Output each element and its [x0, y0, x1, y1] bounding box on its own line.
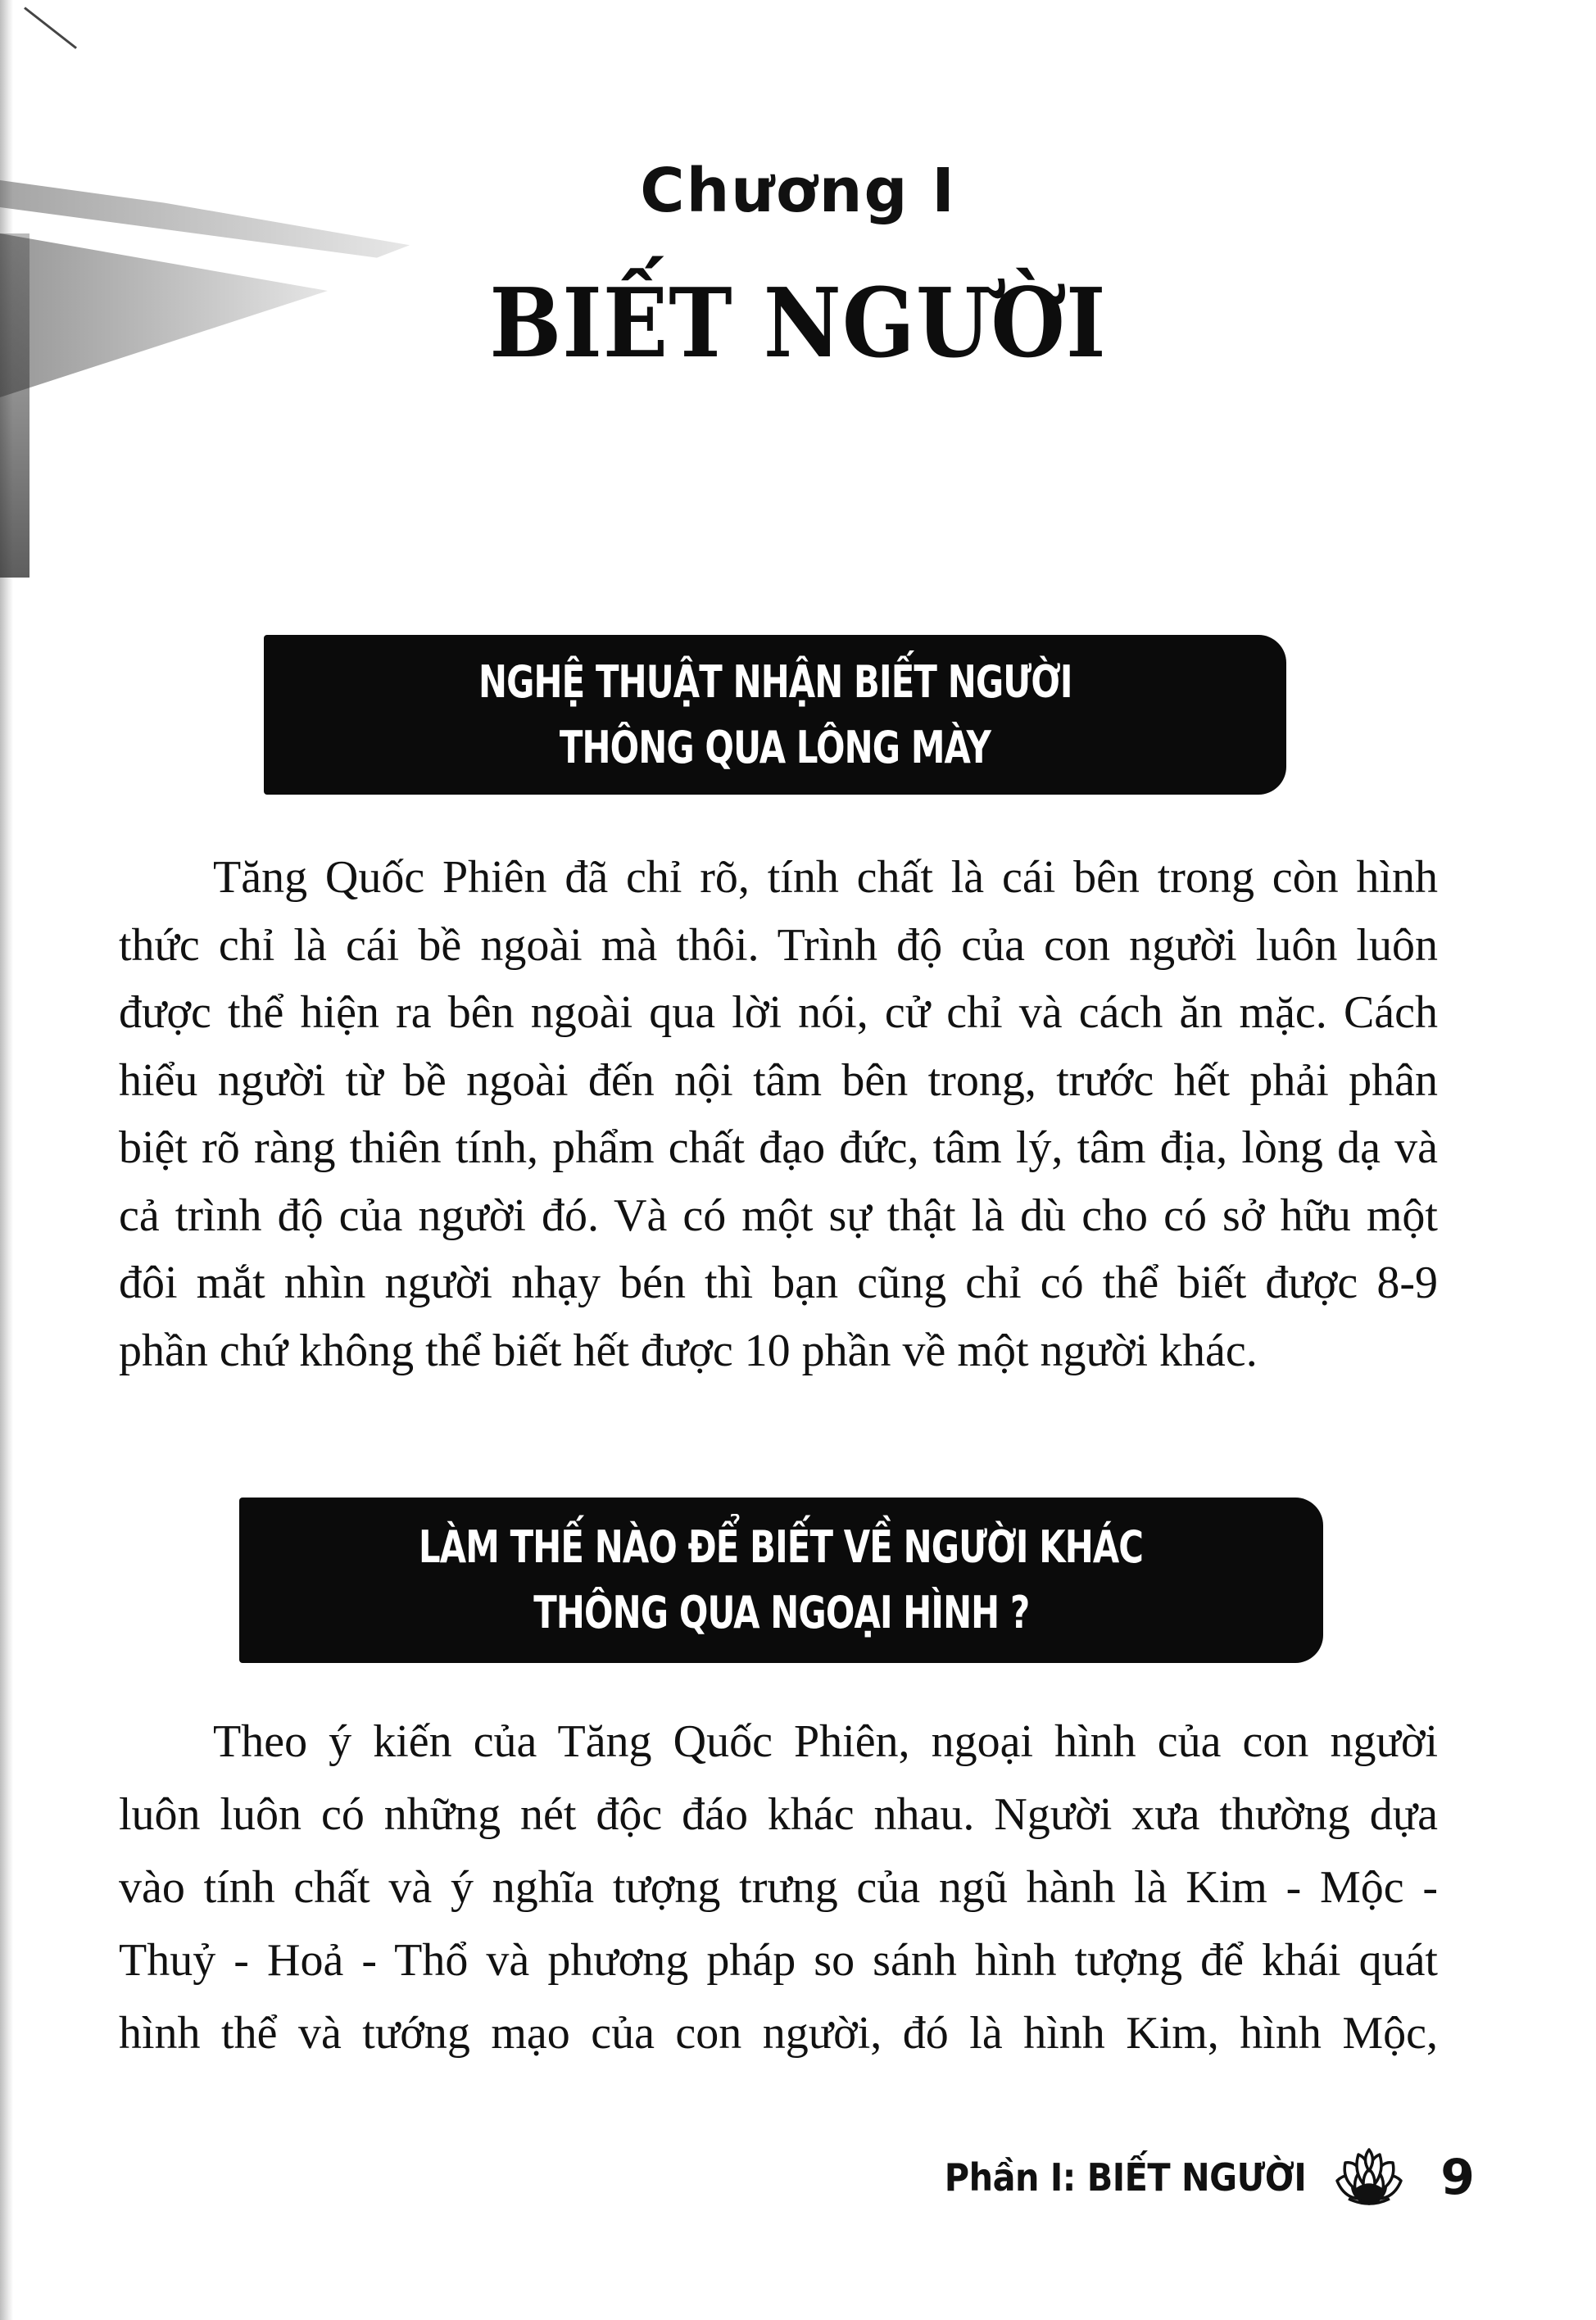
page-number: 9 [1440, 2149, 1475, 2206]
chapter-label: Chương I [640, 156, 956, 226]
section-heading-line: LÀM THẾ NÀO ĐỂ BIẾT VỀ NGƯỜI KHÁC [419, 1521, 1144, 1573]
paragraph-line: hình thể và tướng mạo của con người, đó là hình Kim, hình Mộc, [119, 2008, 1438, 2059]
section-heading-banner [239, 1498, 1323, 1663]
paragraph-line: cả trình độ của người đó. Và có một sự thật là dù cho có sở hữu một [119, 1189, 1438, 1241]
paragraph-line: vào tính chất và ý nghĩa tượng trưng của ngũ hành là Kim - Mộc - [119, 1862, 1438, 1913]
section-heading-line: THÔNG QUA NGOẠI HÌNH ? [533, 1587, 1030, 1638]
lotus-icon [1334, 2148, 1404, 2207]
body-paragraph [119, 1706, 1438, 2070]
section-heading-line: NGHỆ THUẬT NHẬN BIẾT NGƯỜI [478, 655, 1072, 708]
paragraph-line: Thuỷ - Hoả - Thổ và phương pháp so sánh hình tượng để khái quát [119, 1935, 1438, 1986]
paragraph-line: hiểu người từ bề ngoài đến nội tâm bên trong, trước hết phải phân [119, 1054, 1438, 1106]
chapter-title: BIẾT NGƯỜI [489, 266, 1107, 379]
paragraph-line: được thể hiện ra bên ngoài qua lời nói, cử chỉ và cách ăn mặc. Cách [119, 987, 1438, 1038]
body-paragraph [119, 844, 1438, 1384]
paragraph-line: phần chứ không thể biết hết được 10 phần về một người khác. [119, 1325, 1258, 1376]
paragraph-line: thức chỉ là cái bề ngoài mà thôi. Trình độ của con người luôn luôn [119, 919, 1438, 971]
paragraph-line: biệt rõ ràng thiên tính, phẩm chất đạo đức, tâm lý, tâm địa, lòng dạ và [119, 1122, 1438, 1173]
paragraph-line: luôn luôn có những nét độc đáo khác nhau. Người xưa thường dựa [119, 1789, 1438, 1840]
section-heading-line: THÔNG QUA LÔNG MÀY [559, 721, 991, 773]
page-footer [901, 2145, 1475, 2210]
running-head: Phần I: BIẾT NGƯỜI [944, 2155, 1307, 2200]
scan-artifact-line [24, 7, 77, 49]
paragraph-line: Theo ý kiến của Tăng Quốc Phiên, ngoại hình của con người [213, 1716, 1438, 1767]
paragraph-line: đôi mắt nhìn người nhạy bén thì bạn cũng chỉ có thể biết được 8-9 [119, 1257, 1438, 1308]
section-heading-banner [264, 635, 1286, 795]
paragraph-line: Tăng Quốc Phiên đã chỉ rõ, tính chất là cái bên trong còn hình [213, 852, 1438, 903]
